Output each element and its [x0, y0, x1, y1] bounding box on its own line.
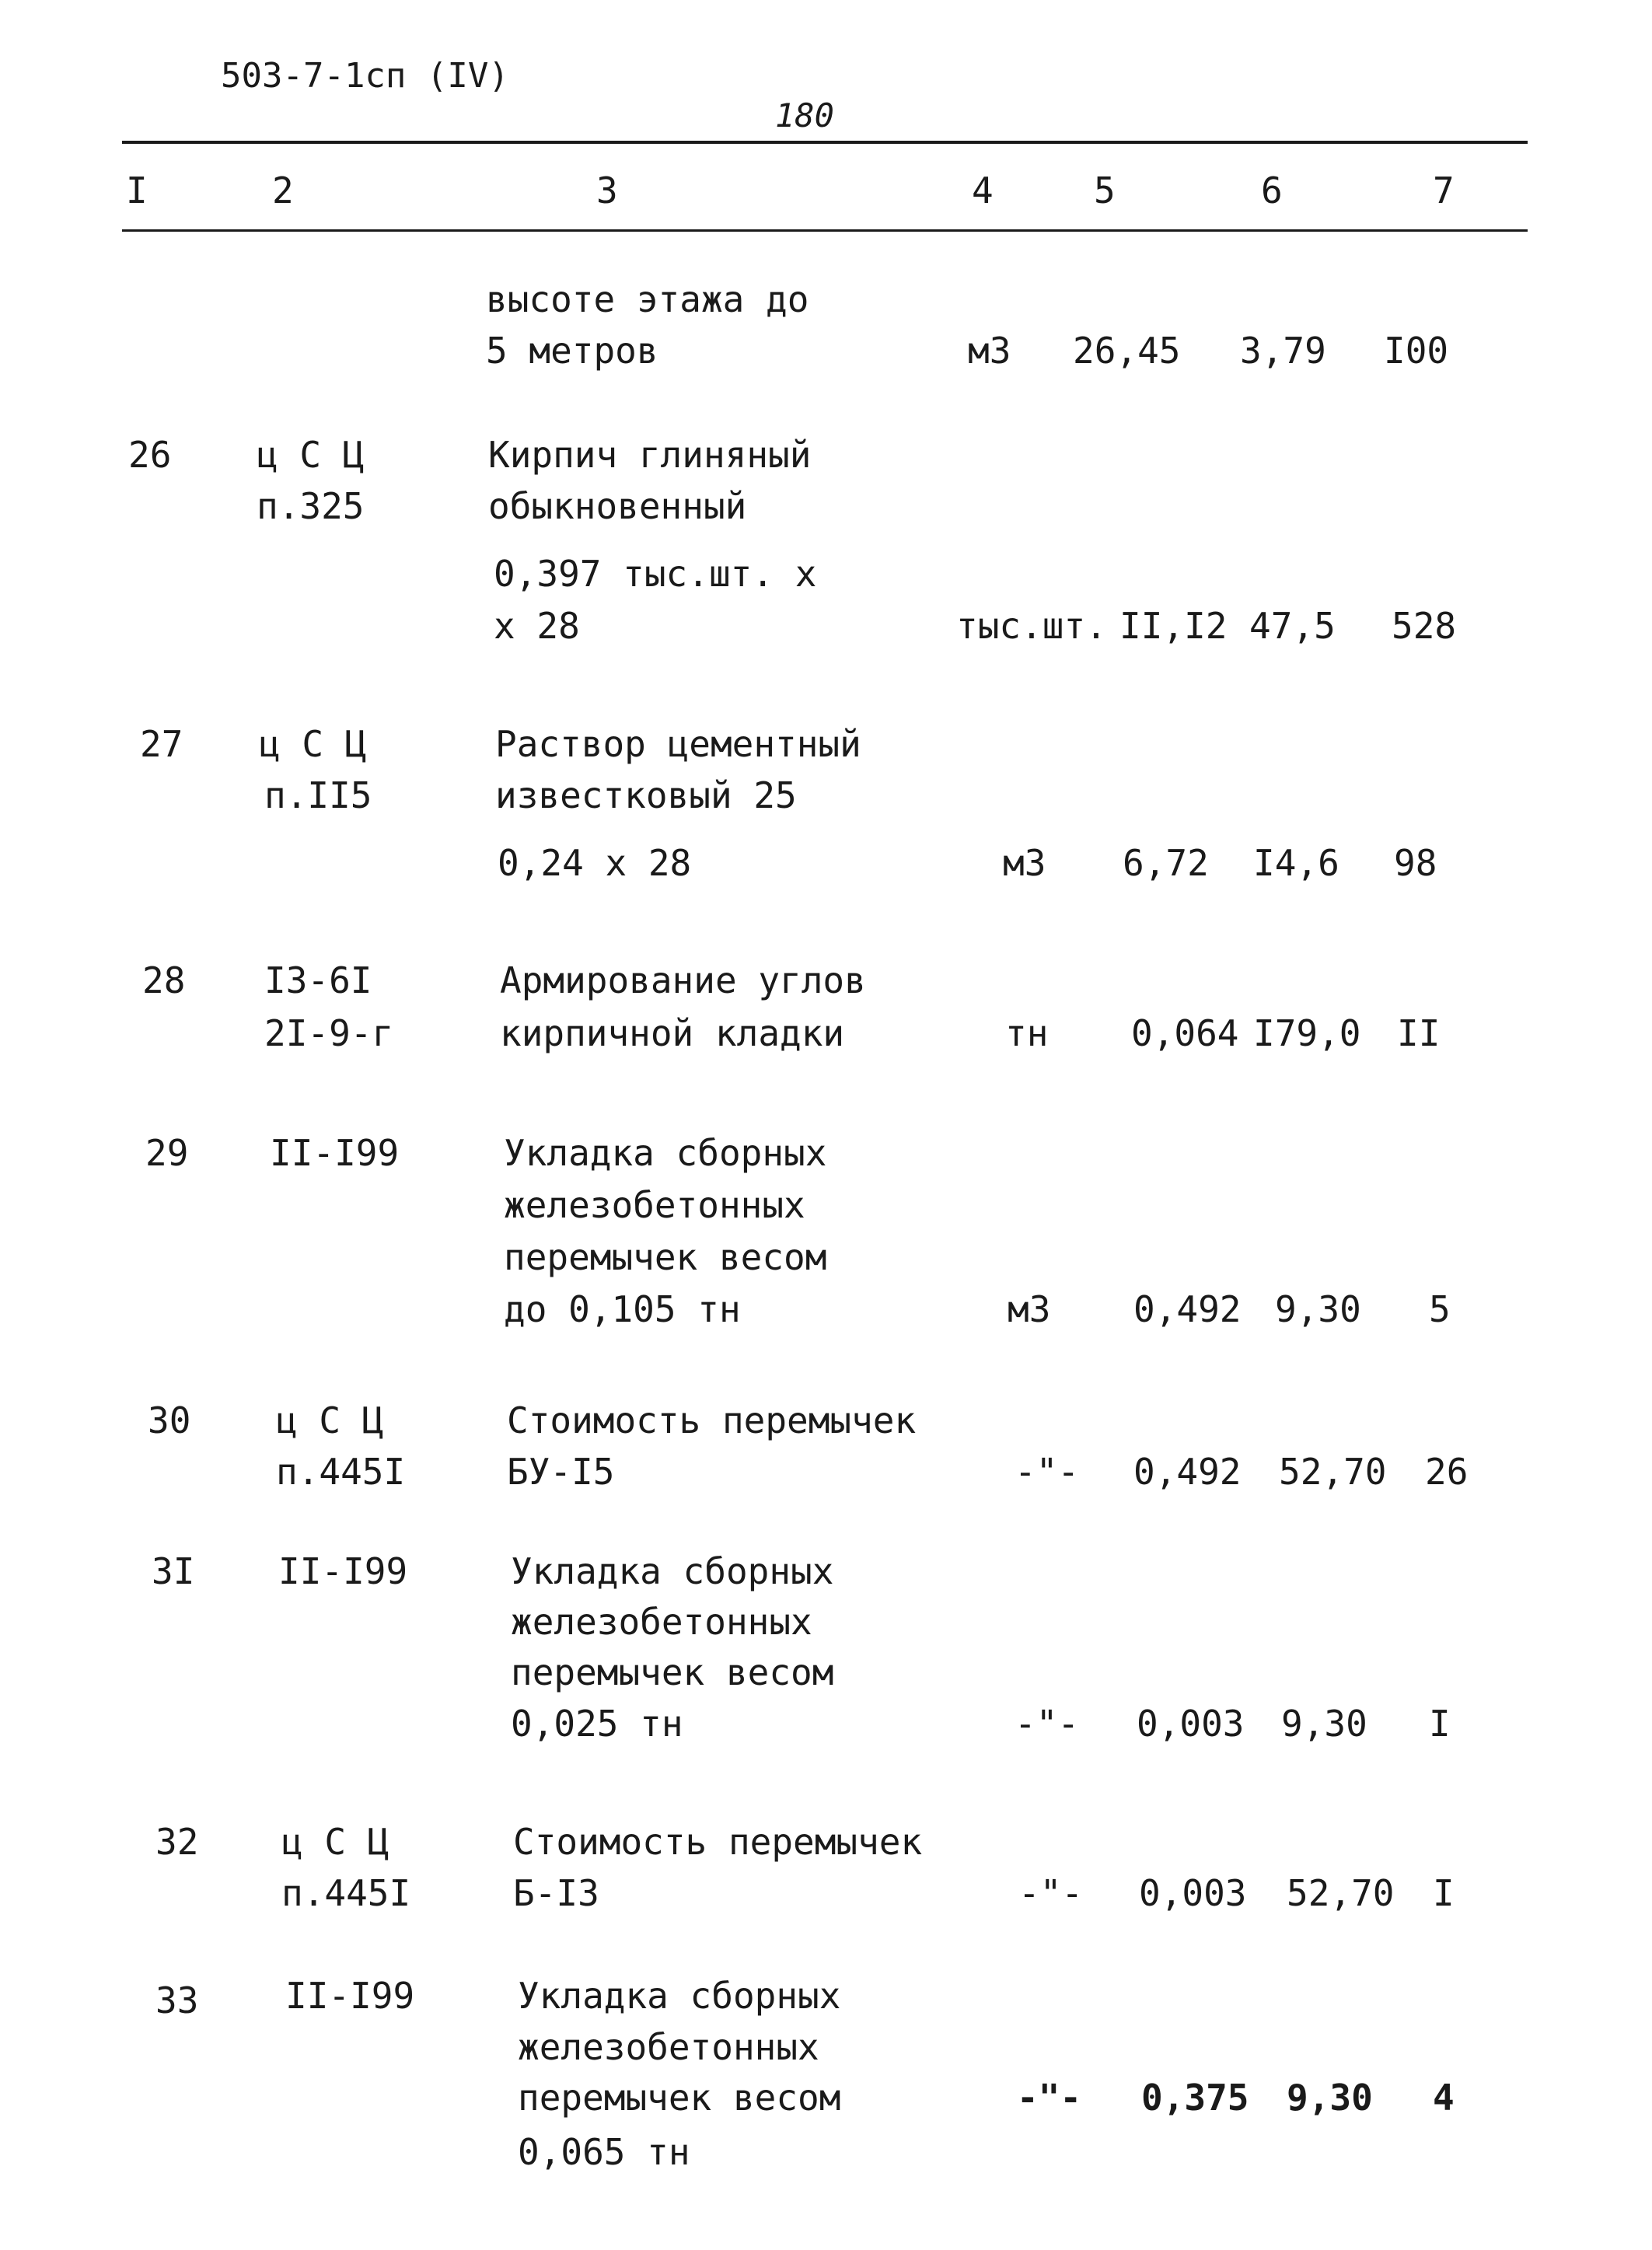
row-desc-line-2: обыкновенный	[488, 485, 747, 527]
row-desc-line-2: железобетонных	[511, 1601, 812, 1643]
col-header-5: 5	[1094, 169, 1116, 211]
row-number: 3I	[152, 1550, 195, 1592]
row-desc-line-4: до 0,105 тн	[504, 1288, 741, 1330]
row-unit: -"-	[1015, 1451, 1080, 1493]
row-code-line-2: п.445I	[276, 1451, 406, 1493]
row-qty: 0,492	[1133, 1451, 1242, 1493]
row-desc-line-1: Укладка сборных	[511, 1550, 834, 1592]
row-desc-line-1: Армирование углов	[500, 959, 866, 1001]
row-desc-line-2: известковый 25	[495, 774, 797, 816]
row-unit: тыс.шт.	[956, 605, 1107, 647]
row-number: 32	[155, 1821, 199, 1863]
row-number: 26	[128, 434, 172, 476]
row-code-line-1: ц С Ц	[281, 1821, 389, 1863]
row-qty: 0,003	[1137, 1703, 1245, 1745]
row-unit: -"-	[1015, 1703, 1080, 1745]
row-code-line-1: ц С Ц	[276, 1399, 384, 1441]
document-code: 503-7-1сп (IV)	[221, 56, 509, 96]
row-desc-line-4: 0,065 тн	[518, 2131, 690, 2173]
row-desc-line-4: 0,025 тн	[511, 1703, 683, 1745]
row-code-line-1: ц С Ц	[259, 723, 367, 765]
row-price: 9,30	[1275, 1288, 1361, 1330]
row-total: I	[1433, 1872, 1455, 1914]
row-price: 52,70	[1287, 1872, 1395, 1914]
row-desc-line-2: железобетонных	[518, 2026, 819, 2068]
row-desc-line-3: перемычек весом	[511, 1651, 834, 1693]
row-code-line-2: 2I-9-г	[264, 1012, 394, 1054]
row-qty: 0,375	[1141, 2077, 1249, 2119]
row-code-line-2: п.II5	[264, 774, 372, 816]
row-desc-line-1: Раствор цементный	[495, 723, 861, 765]
row-total: 528	[1392, 605, 1457, 647]
row-code-line-2: п.445I	[281, 1872, 411, 1914]
header-rule	[122, 229, 1528, 232]
row-total: 26	[1425, 1451, 1469, 1493]
row-desc-line-1: Укладка сборных	[504, 1132, 827, 1174]
row-desc-line-2: БУ-I5	[507, 1451, 615, 1493]
row-qty: 0,064	[1131, 1012, 1239, 1054]
row-extra-line-2: х 28	[494, 605, 580, 647]
row-number: 29	[145, 1132, 189, 1174]
col-header-6: 6	[1261, 169, 1283, 211]
row-qty: 0,492	[1133, 1288, 1242, 1330]
col-header-2: 2	[272, 169, 294, 211]
row-desc-line-1: Укладка сборных	[518, 1975, 841, 2017]
row-code-line-1: ц С Ц	[257, 434, 365, 476]
cont-desc-line-2: 5 метров	[486, 330, 658, 372]
row-unit: м3	[1003, 842, 1046, 884]
row-code-line-1: II-I99	[270, 1132, 400, 1174]
row-desc-line-2: железобетонных	[504, 1184, 805, 1226]
row-qty: 6,72	[1123, 842, 1209, 884]
row-desc-line-2: Б-I3	[513, 1872, 599, 1914]
row-number: 27	[140, 723, 183, 765]
row-total: 5	[1429, 1288, 1451, 1330]
row-qty: 0,003	[1139, 1872, 1247, 1914]
row-price: 9,30	[1287, 2077, 1373, 2119]
row-desc-line-3: перемычек весом	[504, 1236, 827, 1278]
row-number: 28	[142, 959, 186, 1001]
row-qty: II,I2	[1119, 605, 1228, 647]
row-total: 4	[1433, 2077, 1455, 2119]
row-number: 33	[155, 1979, 199, 2021]
cont-price: 3,79	[1240, 330, 1326, 372]
row-price: 47,5	[1249, 605, 1336, 647]
row-code-line-1: II-I99	[285, 1975, 415, 2017]
row-price: 52,70	[1279, 1451, 1387, 1493]
row-code-line-1: II-I99	[278, 1550, 408, 1592]
col-header-1: I	[126, 169, 148, 211]
row-number: 30	[148, 1399, 191, 1441]
row-desc-line-3: перемычек весом	[518, 2077, 841, 2119]
row-desc-line-2: кирпичной кладки	[500, 1012, 845, 1054]
row-extra-line-1: 0,24 х 28	[498, 842, 692, 884]
row-price: I4,6	[1253, 842, 1339, 884]
row-desc-line-1: Стоимость перемычек	[507, 1399, 917, 1441]
cont-total: I00	[1384, 330, 1449, 372]
row-extra-line-1: 0,397 тыс.шт. х	[494, 553, 817, 595]
row-total: I	[1429, 1703, 1451, 1745]
page-number: 180	[775, 96, 834, 135]
row-desc-line-1: Стоимость перемычек	[513, 1821, 923, 1863]
col-header-4: 4	[972, 169, 994, 211]
cont-desc-line-1: высоте этажа до	[486, 278, 809, 320]
row-total: 98	[1394, 842, 1437, 884]
cont-unit: м3	[968, 330, 1011, 372]
col-header-7: 7	[1433, 169, 1455, 211]
top-rule	[122, 141, 1528, 144]
row-desc-line-1: Кирпич глиняный	[488, 434, 812, 476]
row-unit: м3	[1008, 1288, 1051, 1330]
row-unit: -"-	[1017, 2077, 1082, 2119]
row-code-line-2: п.325	[257, 485, 365, 527]
col-header-3: 3	[596, 169, 618, 211]
row-total: II	[1397, 1012, 1441, 1054]
row-unit: -"-	[1018, 1872, 1084, 1914]
cont-qty: 26,45	[1073, 330, 1181, 372]
row-unit: тн	[1005, 1012, 1049, 1054]
row-code-line-1: I3-6I	[264, 959, 372, 1001]
row-price: 9,30	[1281, 1703, 1367, 1745]
row-price: I79,0	[1253, 1012, 1361, 1054]
